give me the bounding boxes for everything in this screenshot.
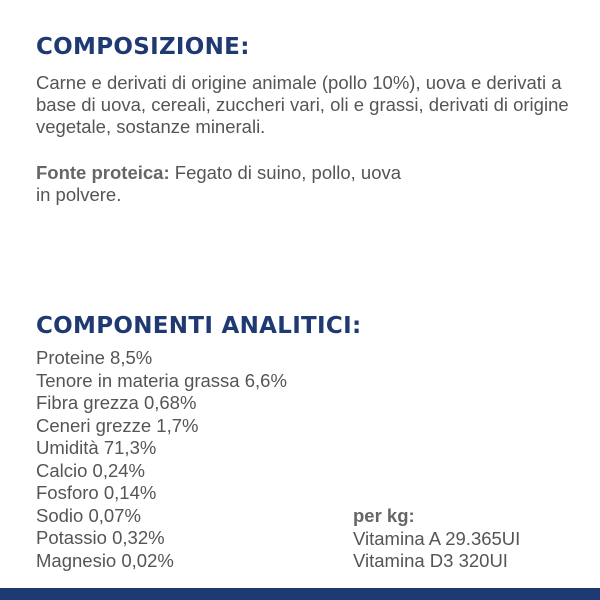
composition-text: Carne e derivati di origine animale (pollo 10%), uova e derivati a base di uova, cereali, zuccheri vari, oli e grassi, derivati di origine vegetale, sostanze minerali. xyxy=(36,72,569,137)
list-item: Proteine 8,5% xyxy=(36,347,153,368)
vitamin-item: Vitamina D3 320UI xyxy=(353,550,508,571)
list-item: Magnesio 0,02% xyxy=(36,549,174,571)
protein-source xyxy=(36,162,416,206)
per-kg-label: per kg: xyxy=(353,505,415,526)
list-item: Fosforo 0,14% xyxy=(36,482,157,503)
analytical-components-list xyxy=(36,347,287,572)
list-item: Fibra grezza 0,68% xyxy=(36,392,197,413)
list-item: Ceneri grezze 1,7% xyxy=(36,414,199,436)
analytical-components-heading: COMPONENTI ANALITICI: xyxy=(36,313,362,339)
list-item: Tenore in materia grassa 6,6% xyxy=(36,369,287,391)
bottom-bar xyxy=(0,588,600,600)
list-item: Sodio 0,07% xyxy=(36,504,141,526)
vitamin-item: Vitamina A 29.365UI xyxy=(353,527,521,549)
list-item: Umidità 71,3% xyxy=(36,437,157,458)
list-item: Calcio 0,24% xyxy=(36,459,146,481)
per-kg-block xyxy=(353,505,520,573)
composition-heading: COMPOSIZIONE: xyxy=(36,34,250,60)
list-item: Potassio 0,32% xyxy=(36,527,165,548)
protein-source-text: Fegato di suino, pollo, uova in polvere. xyxy=(36,162,402,205)
protein-source-label: Fonte proteica: xyxy=(36,162,170,183)
